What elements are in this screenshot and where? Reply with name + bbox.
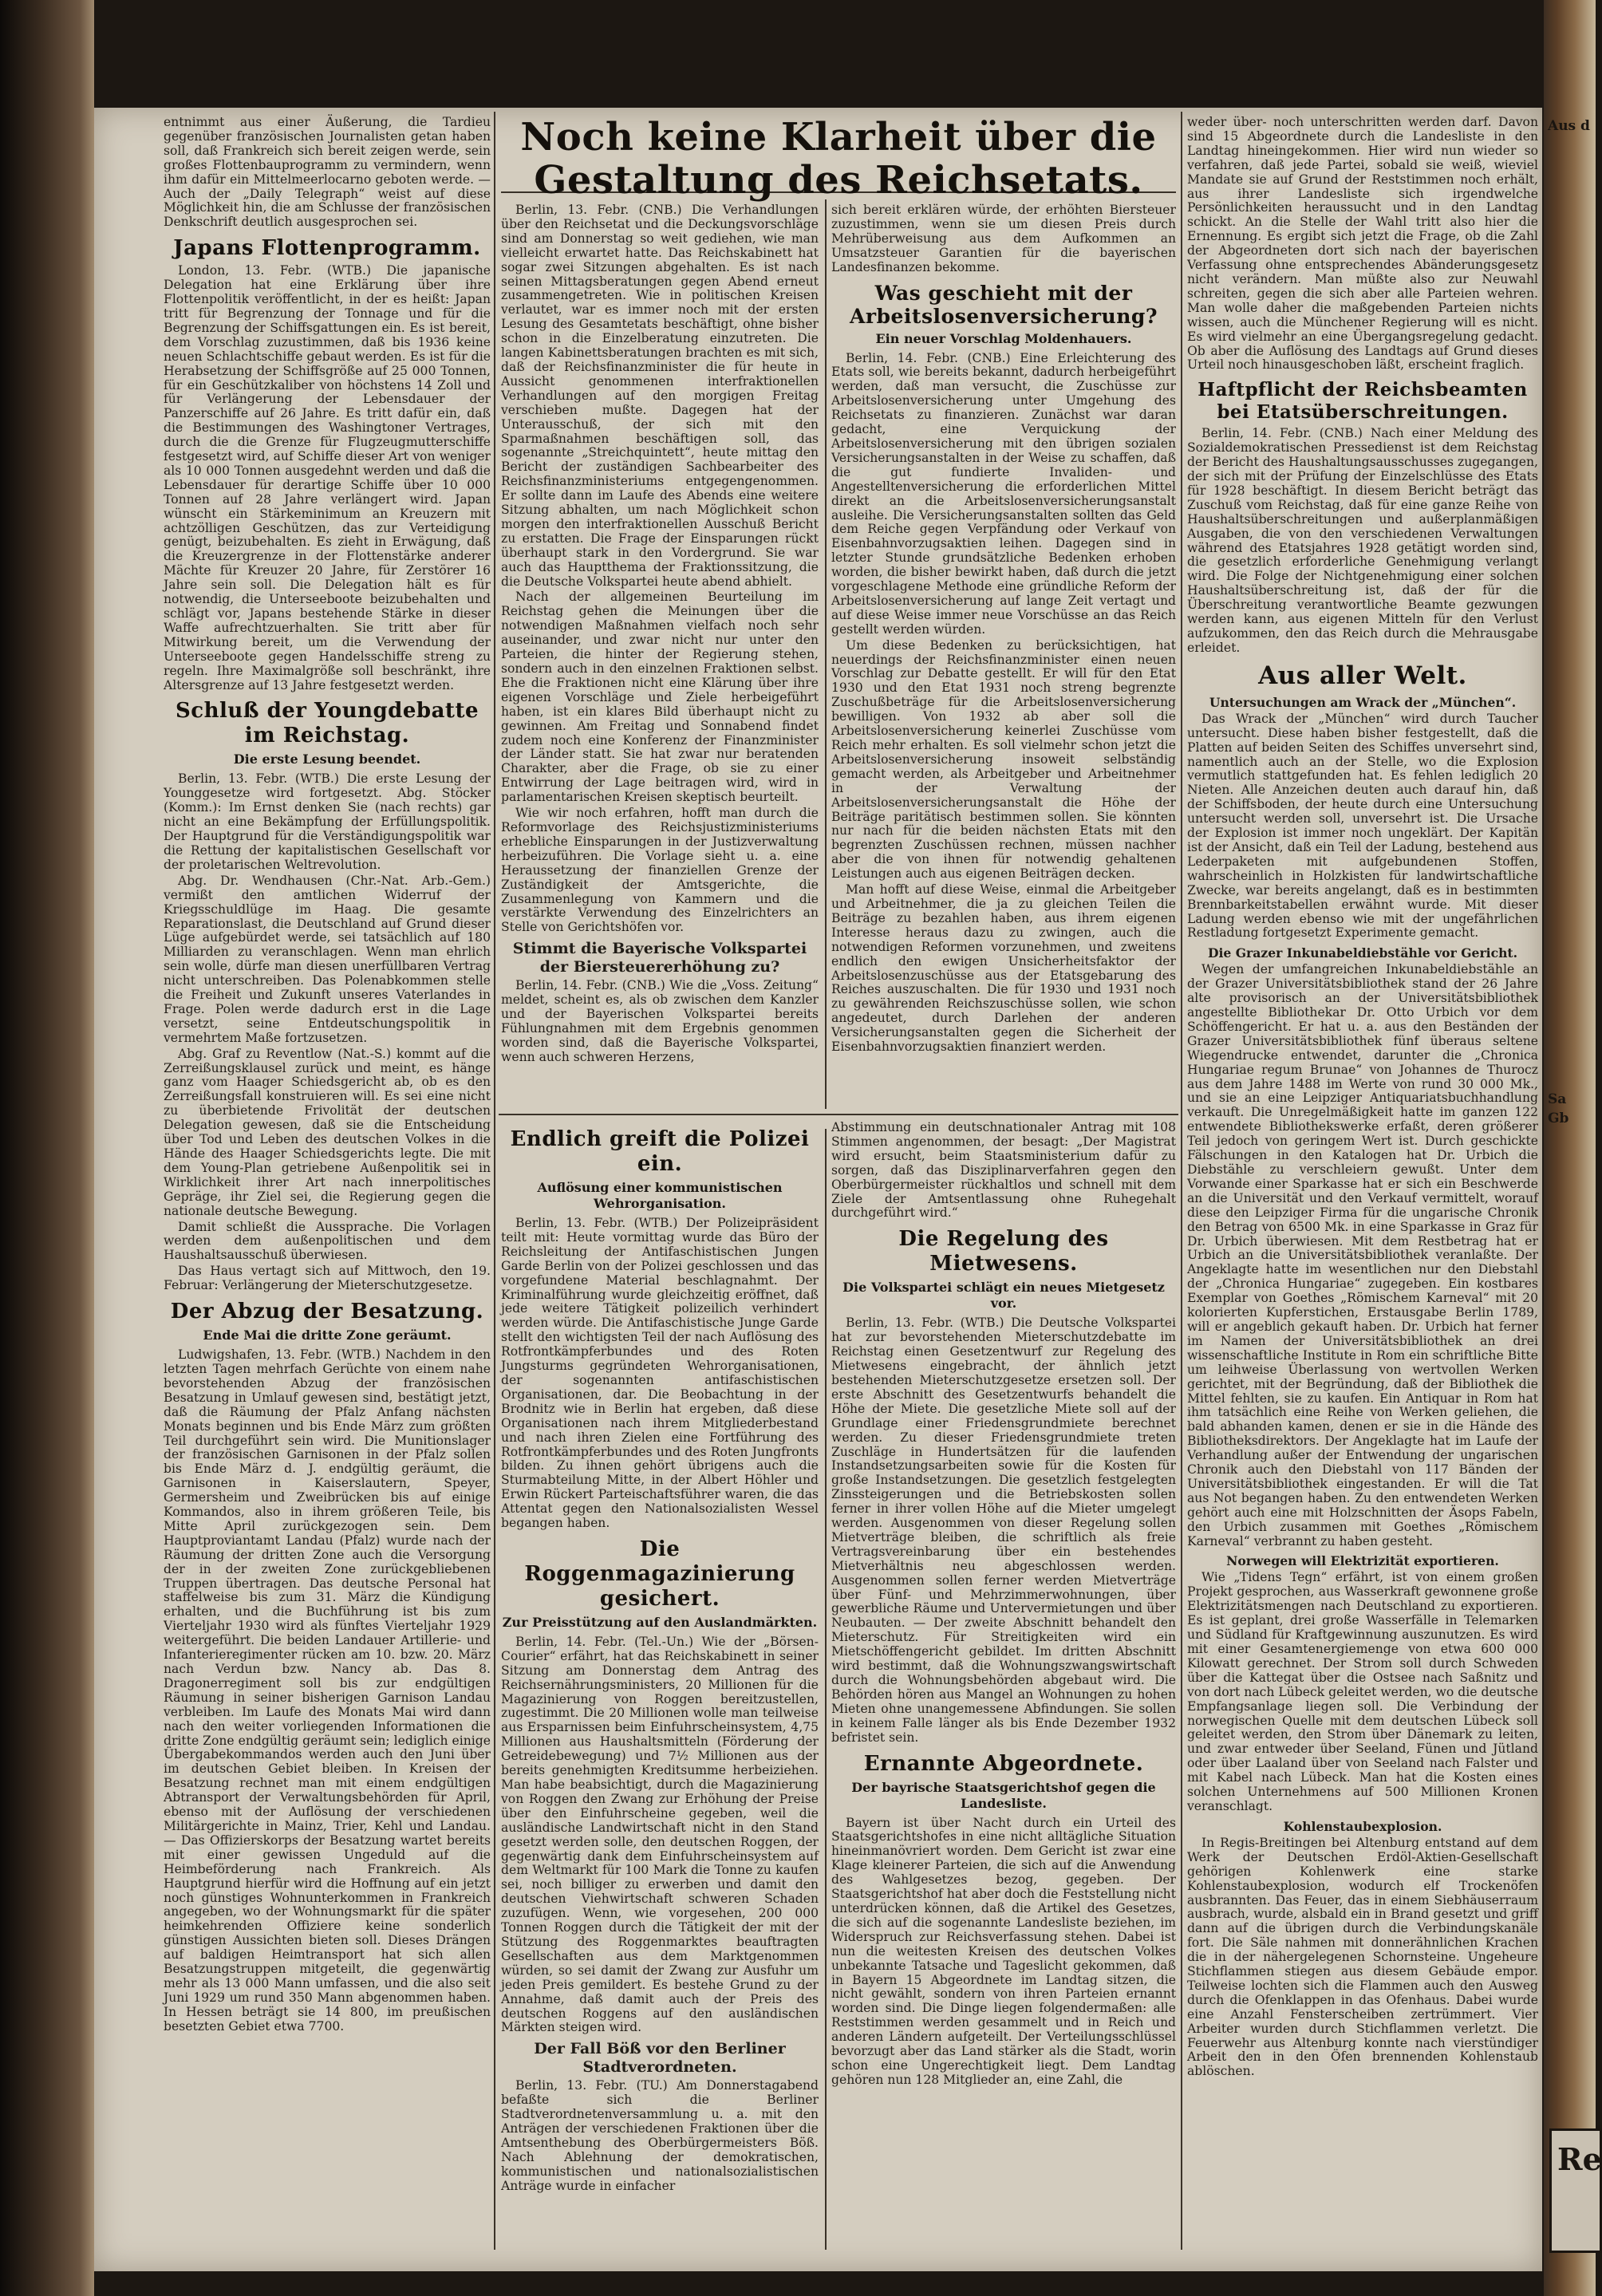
occupation-title: Der Abzug der Besatzung. xyxy=(170,1300,484,1324)
bvp-para: Berlin, 14. Febr. (CNB.) Wie die „Voss. Zeitung“ meldet, scheint es, als ob zwischen dem Kanzler und der Bayerischen Volkspartei bereits Fühlungnahmen mit dem Ergebnis genommen worden sind, daß die Bayerische Volkspartei, wenn auch schweren Herzens, xyxy=(501,978,819,1064)
main-headline: Noch keine Klarheit über die Gestaltung des Reichsetats. xyxy=(520,115,1157,203)
occupation-subtitle: Ende Mai die dritte Zone geräumt. xyxy=(203,1327,452,1343)
haftpflicht-title: Haftpflicht der Reichsbeamten bei Etatsüberschreitungen. xyxy=(1198,379,1528,424)
abgeordnete-subtitle: Der bayrische Staatsgerichtshof gegen die Landesliste. xyxy=(851,1779,1156,1811)
haftpflicht-para: Berlin, 14. Febr. (CNB.) Nach einer Meldung des Sozialdemokratischen Pressedienst ist dem Reichstag der Bericht des Haushaltungsausschusses zugegangen, der sich mit der Prüfung der Einzelschlüsse des Etats für 1928 beschäftigt. In diesem Bericht beträgt das Zuschuß vom Reichstag, daß für eine ganze Reihe von Haushaltsüberschreitungen und außerplanmäßigen Ausgaben, die von den verschiedenen Verwaltungen während des Etatsjahres 1928 getätigt worden sind, die gesetzlich erforderliche Genehmigung verlangt wird. Die Folge der Nichtgenehmigung einer solchen Haushaltsüberschreitung ist, daß der für die Überschreitung verantwortliche Beamte gezwungen werden kann, aus eigenen Mitteln für den Verlust aufzukommen, den das Reich durch die Mehrausgabe erleidet. xyxy=(1187,426,1538,655)
young-debate-subtitle: Die erste Lesung beendet. xyxy=(233,752,421,767)
arbeitslosen-para-2: Um diese Bedenken zu berücksichtigen, hat neuerdings der Reichsfinanzminister einen neuen Vorschlag zur Debatte gestellt. Er will für den Etat 1930 und den Etat 1931 noch streng begrenzte Zuschußbeträge für die Arbeitslosenversicherung bewilligen. Von 1932 ab aber soll die Arbeitslosenversicherung keinerlei Zuschüsse vom Reich mehr erhalten. Es soll vielmehr schon jetzt die Arbeitslosenversicherung insoweit selbständig gemacht werden, als Arbeitgeber und Arbeitnehmer in der Verwaltung der Arbeitslosenversicherungsanstalt die Höhe der Beiträge paritätisch bestimmen sollen. Sie könnten nur nach für die beiden nächsten Etats mit den begrenzten Zuschüssen rechnen, müssen nachher aber die von ihnen für notwendig gehaltenen Leistungen auch aus eigenen Beiträgen decken. xyxy=(831,637,1176,882)
miet-title: Die Regelung des Mietwesens. xyxy=(898,1227,1109,1276)
abgeordnete-title: Ernannte Abgeordnete. xyxy=(863,1751,1144,1776)
grazer-para: Wegen der umfangreichen Inkunabeldiebstähle an der Grazer Universitätsbibliothek stand der 26 Jahre alte provisorisch an der Universitätsbibliothek angestellte Bibliothekar Dr. Otto Urbich vor dem Schöffengericht. Er hat u. a. aus den Beständen der Grazer Universitätsbibliothek fünf überaus seltene Wiegendrucke entwendet, darunter die „Chronica Hungariae regum Brunae“ von Johannes de Thurocz aus dem Jahre 1488 im Werte von rund 30 000 Mk., und sie an eine Leipziger Antiquariatsbuchhandlung verkauft. Die Unregelmäßigkeit hatte im ganzen 122 entwendete Bibliothekswerke erfaßt, deren größerer Teil jedoch von geringem Wert ist. Durch geschickte Fälschungen in den Katalogen hat Dr. Urbich die Diebstähle zu verschleiern gewußt. Unter dem Vorwande einer Sparkasse hat er sich ein Beschwerde an die Universität und den Verkauf vermittelt, worauf diese den Leipziger Firma für die ungarische Chronik den Betrag von 6500 Mk. in eine Sparkasse in Graz für Dr. Urbich überwiesen. Mit dem Restbetrag hat er Urbich an die Universitätsbibliothek veranlaßte. Der Angeklagte hatte im wesentlichen nur den Diebstahl der „Chronica Hungariae“ zugegeben. Ein kostbares Exemplar von Goethes „Römischem Karneval“ mit 20 kolorierten Kupferstichen, Erstausgabe Berlin 1789, will er angeblich gekauft haben. Dr. Urbich hat ferner im Namen der Universitätsbibliothek an drei wissenschaftliche Institute in Rom ein schriftliche Bitte um leihweise Überlassung von wertvollen Werken gerichtet, mit der Begründung, daß der Bibliothek die Mittel fehlten, sie zu kaufen. Ein Antiquar in Rom hat ihm tatsächlich eine Reihe von Werken geliehen, die bald abhanden kamen, denen er sie in die Hände des Bibliotheksdirektors. Der Angeklagte hat im Laufe der Verhandlung außer der Entwendung der ungarischen Chronik auch den Diebstahl von 117 Bänden der Universitätsbibliothek eingestanden. Er will die Tat aus Not begangen haben. Zu den entwendeten Werken gehört auch eine mit Holzschnitten der Äsops Fabeln, den Urbich zusammen mit Goethes „Römischem Karneval“ verbrannt zu haben gesteht. xyxy=(1187,962,1538,1548)
kohlenstaub-subtitle: Kohlenstaubexplosion. xyxy=(1283,1818,1442,1834)
occupation-para: Ludwigshafen, 13. Febr. (WTB.) Nachdem in den letzten Tagen mehrfach Gerüchte von einem nahe bevorstehenden Abzug der französischen Besatzung in Umlauf gewesen sind, bestätigt jetzt, daß die Räumung der Pfalz Anfang nächsten Monats beginnen und bis Ende März zum größten Teil durchgeführt sein wird. Die Munitionslager der französischen Garnisonen in der Pfalz sollen bis Ende März d. J. endgültig geräumt, die Garnisonen in Kaiserslautern, Speyer, Germersheim und Zweibrücken bis auf einige Kommandos, also in ihrem größeren Teile, bis Mitte April zurückgezogen sein. Dem Hauptproviantamt Landau (Pfalz) wurde nach der Räumung der dritten Zone auch die Versorgung der in der zweiten Zone zurückgebliebenen Truppen übertragen. Das deutsche Personal hat staffelweise bis zum 31. März die Kündigung erhalten, und die Buchführung ist bis zum Vierteljahr 1930 wird als fünftes Vierteljahr 1929 weitergeführt. Die beiden Landauer Artillerie- und Infanterieregimenter rücken am 10. bzw. 20. März nach Verdun bzw. Nancy ab. Das 8. Dragonerregiment soll bis zur endgültigen Räumung in seiner bisherigen Garnison Landau verbleiben. Im Laufe des Monats Mai wird dann nach den weiter vorliegenden Informationen die dritte Zone endgültig geräumt sein; lediglich einige Übergabekommandos werden auch den Juni über im deutschen Gebiet bleiben. In Kreisen der Besatzung rechnet man mit einem endgültigen Abtransport der Verwaltungsbehörden für April, ebenso mit der Auflösung der verschiedenen Militärgerichte in Mainz, Trier, Kehl und Landau. — Das Offizierskorps der Besatzung wartet bereits mit einer gewissen Ungeduld auf die Heimbeförderung nach Frankreich. Als Hauptgrund hierfür wird die Hoffnung auf ein jetzt noch günstiges Wohnunterkommen in Frankreich angegeben, wo der Wohnungsmarkt für die später heimkehrenden Offiziere keine sonderlich günstigen Aussichten bieten soll. Dieses Drängen auf baldigen Heimtransport hat sich allen Besatzungstruppen mitgeteilt, die gegenwärtig mehr als 13 000 Mann umfassen, und die also seit Juni 1929 um rund 350 Mann abgenommen haben. In Hessen beträgt sie 14 800, im preußischen besetzten Gebiet etwa 7700. xyxy=(164,1347,491,2034)
norwegen-subtitle: Norwegen will Elektrizität exportieren. xyxy=(1226,1553,1499,1569)
polizei-title: Endlich greift die Polizei ein. xyxy=(510,1127,810,1176)
abgeordnete-continuation: weder über- noch unterschritten werden darf. Davon sind 15 Abgeordnete durch die Landesliste in den Landtag hineingekommen. Hier wird nun wieder so verfahren, daß jede Partei, sobald sie weiß, wieviel Mandate sie auf Grund der Reststimmen noch erhält, aus ihrer Landesliste sich irgendwelche Persönlichkeiten heraussucht und in den Landtag schickt. An die Stelle der Wahl tritt also hier die Ernennung. Es ergibt sich jetzt die Frage, ob die Zahl der Abgeordneten dort sich nach der bayerischen Verfassung ohne entsprechendes Abänderungsgesetz nicht verändern. Man müßte also zur Neuwahl schreiten, gegen die sich aber alle Parteien wehren. Man wolle daher die maßgebenden Parteien nichts wissen, auch die Münchener Regierung will es nicht. Es wird vielmehr an eine Übergangsregelung gedacht. Ob aber die Auflösung des Landtags auf Grund dieses Urteil noch hinausgeschoben läßt, erscheint fraglich. xyxy=(1187,115,1538,373)
japan-fleet-title: Japans Flottenprogramm. xyxy=(173,236,481,261)
etat-para-3: Wie wir noch erfahren, hofft man durch die Reformvorlage des Reichsjustizministeriums erhebliche Einsparungen in der Justizverwaltung herbeizuführen. Die Vorlage sieht u. a. eine Heraussetzung der finanziellen Grenze der Zuständigkeit der Amtsgerichte, die Zusammenlegung von Kammern und die verstärkte Verwendung des Einzelrichters an Stelle von Gerichtshöfen vor. xyxy=(501,806,819,935)
roggen-para: Berlin, 14. Febr. (Tel.-Un.) Wie der „Börsen-Courier“ erfährt, hat das Reichskabinett in seiner Sitzung am Donnerstag dem Antrag des Reichsernährungsministers, 20 Millionen für die Magazinierung von Roggen bereitzustellen, zugestimmt. Die 20 Millionen wolle man teilweise aus Ersparnissen beim Einfuhrscheinsystem, 4,75 Millionen aus Haushaltsmitteln (Förderung der Getreidebewegung) und 7½ Millionen aus der bereits genehmigten Kreditsumme herbeiziehen. Man habe beabsichtigt, durch die Magazinierung von Roggen den Zwang zur Erhöhung der Preise über den Einfuhrscheine gegeben, weil die ausländische Landwirtschaft nicht in den Stand gesetzt werden solle, den deutschen Roggen, der gegenwärtig dank dem Einfuhrscheinsystem auf dem Weltmarkt für 100 Mark die Tonne zu kaufen sei, noch billiger zu erwerben und damit den deutschen Viehwirtschaft schweren Schaden zuzufügen. Wenn, wie vorgesehen, 200 000 Tonnen Roggen durch die Tätigkeit der mit der Stützung des Roggenmarktes beauftragten Gesellschaften aus dem Marktgenommen würden, so sei damit der Zwang zur Ausfuhr um jeden Preis gemildert. Es bestehe Grund zu der Annahme, daß damit auch der Preis des deutschen Roggens auf den ausländischen Märkten steigen wird. xyxy=(501,1634,819,2035)
column-rule-2a xyxy=(825,199,827,1109)
column-3-top xyxy=(831,203,1176,1109)
boess-continuation: Abstimmung ein deutschnationaler Antrag mit 108 Stimmen angenommen, der besagt: „Der Magistrat wird ersucht, beim Staatsministerium dafür zu sorgen, daß das Disziplinarverfahren gegen den Oberbürgermeister rückhaltlos und schnell mit dem Ziele der Amtsentlassung ohne Ruhegehalt durchgeführt wird.“ xyxy=(831,1120,1176,1221)
young-debate-para-5: Das Haus vertagt sich auf Mittwoch, den 19. Februar: Verlängerung der Mieterschutzgesetze. xyxy=(164,1264,491,1293)
boess-title: Der Fall Böß vor den Berliner Stadtverordneten. xyxy=(534,2040,786,2077)
grazer-subtitle: Die Grazer Inkunabeldiebstähle vor Gericht. xyxy=(1207,945,1518,961)
young-debate-title: Schluß der Youngdebatte im Reichstag. xyxy=(175,699,479,748)
norwegen-para: Wie „Tidens Tegn“ erfährt, ist von einem großen Projekt gesprochen, aus Wasserkraft gewonnene große Elektrizitätsmengen nach Deutschland zu exportieren. Es ist geplant, drei große Wasserfälle in Telemarken und Südland für Kraftgewinnung auszunutzen. Es wird mit einer Gesamtenergiemenge von etwa 600 000 Kilowatt gerechnet. Der Strom soll durch Schweden über die Kattegat über die Ostsee nach Saßnitz und von dort nach Lübeck geleitet werden, wo die deutsche Empfangsanlage liegen soll. Die Verbindung der norwegischen Quelle mit dem deutschen Lübeck soll geleitet werden, den Strom über Dänemark zu leiten, und zwar entweder über Seeland, Fünen und Jütland oder über Laaland über von Seeland nach Falster und mit Kabel nach Lübeck. Man hat die Kosten eines solchen Unternehmens auf 500 Millionen Kronen veranschlagt. xyxy=(1187,1570,1538,1813)
arbeitslosen-title: Was geschieht mit der Arbeitslosenversicherung? xyxy=(849,281,1158,328)
etat-para-1: Berlin, 13. Febr. (CNB.) Die Verhandlungen über den Reichsetat und die Deckungsvorschläge sind am Donnerstag so weit gediehen, wie man vielleicht erwartet hatte. Das Reichskabinett hat sogar zwei Sitzungen abgehalten. Es ist nach seinen Mittagsberatungen gegen Abend erneut zusammengetreten. Wie in politischen Kreisen verlautet, war es immer noch mit der ersten Lesung des Gesamtetats beschäftigt, ohne bisher schon in die Einzelberatung einzutreten. Die langen Kabinettsberatungen brachten es mit sich, daß der Reichsfinanzminister die für heute in Aussicht genommenen interfraktionellen Verhandlungen auf den morgigen Freitag verschieben mußte. Dagegen hat der Unterausschuß, der sich mit den Sparmaßnahmen beschäftigen soll, das sogenannte „Streichquintett“, heute mittag den Bericht der zuständigen Sachbearbeiter des Reichsfinanzministeriums entgegengenommen. Er sollte dann im Laufe des Abends eine weitere Sitzung abhalten, um nach Möglichkeit schon morgen den interfraktionellen Ausschuß Bericht zu erstatten. Die Frage der Einsparungen rückt überhaupt stark in den Vordergrund. Sie war auch das Hauptthema der Fraktionssitzung, die die Deutsche Volkspartei heute abend abhielt. xyxy=(501,203,819,589)
edge-stamp-text: Re xyxy=(1557,2141,1602,2177)
etat-para-2: Nach der allgemeinen Beurteilung im Reichstag gehen die Meinungen über die notwendigen Maßnahmen vielfach noch sehr auseinander, und zwar nicht nur unter den Parteien, die hinter der Regierung stehen, sondern auch in den einzelnen Fraktionen selbst. Ehe die Fraktionen nicht eine Klärung über ihre eigenen Vorschläge und Ziele herbeigeführt haben, ist ein klares Bild überhaupt nicht zu gewinnen. Am Freitag und Sonnabend findet zudem noch eine Konferenz der Finanzminister der Länder statt. Sie hat zwar nur beratenden Charakter, aber die Frage, ob sie zu einer Entwirrung der Lage beitragen wird, wird in parlamentarischen Kreisen skeptisch beurteilt. xyxy=(501,590,819,805)
bvp-continuation: sich bereit erklären würde, der erhöhten Biersteuer zuzustimmen, wenn sie um diesen Preis durch Mehrüberweisung aus dem Aufkommen an Umsatzsteuer Garantien für die bayerischen Landesfinanzen bekomme. xyxy=(831,203,1176,274)
wrack-subtitle: Untersuchungen am Wrack der „München“. xyxy=(1209,694,1517,710)
roggen-subtitle: Zur Preisstützung auf den Auslandmärkten. xyxy=(502,1614,818,1630)
edge-fragment-3: Gb xyxy=(1548,1111,1569,1126)
column-rule-3 xyxy=(1181,112,1182,2250)
miet-para: Berlin, 13. Febr. (WTB.) Die Deutsche Volkspartei hat zur bevorstehenden Mieterschutzdebatte im Reichstag einen Gesetzentwurf zur Regelung des Mietwesens eingebracht, der ähnlich jetzt bestehenden Mieterschutzgesetze ersetzen soll. Der erste Abschnitt des Gesetzentwurfs behandelt die Höhe der Miete. Die gesetzliche Miete soll auf der Grundlage einer Friedensgrundmiete berechnet werden. Zu dieser Friedensgrundmiete treten Zuschläge in Hundertsätzen für die laufenden Instandsetzungsarbeiten sowie für die Kosten für große Instandsetzungen. Die gesetzlich festgelegten Zinssteigerungen und die Betriebskosten sollen ferner in ihrer vollen Höhe auf die Mieter umgelegt werden. Ausgenommen von dieser Regelung sollen Mietverträge bleiben, die schriftlich als freie Vertragsvereinbarung über ein bestehendes Mietverhältnis neu abgeschlossen werden. Ausgenommen sollen ferner werden Mietverträge über Fünf- und Mehrzimmerwohnungen, über gewerbliche Räume und Untervermietungen und über Neubauten. — Der zweite Abschnitt behandelt den Mieterschutz. Für Streitigkeiten wird ein Mietschöffengericht gebildet. Im dritten Abschnitt wird bestimmt, daß die Wohnungszwangswirtschaft durch die Wohnungsbehörden abgebaut wird. Die Behörden hören aus Mangel an Wohnungen zu hohen Mieten ohne unangemessene Abfindungen. Sie sollen in keinem Falle länger als bis Ende Dezember 1932 befristet sein. xyxy=(831,1316,1176,1745)
polizei-para: Berlin, 13. Febr. (WTB.) Der Polizeipräsident teilt mit: Heute vormittag wurde das Büro der Reichsleitung der Antifaschistischen Jungen Garde Berlin von der Polizei geschlossen und das vorgefundene Material beschlagnahmt. Der Kriminalführung wurde gleichzeitig eröffnet, daß jede weitere Tätigkeit polizeilich verhindert werden würde. Die Antifaschistische Junge Garde stellt den wichtigsten Teil der nach Auflösung des Rotfrontkämpferbundes und des Roten Jungsturms gegründeten Wehrorganisationen, der sogenannten antifaschistischen Organisationen, dar. Die Beobachtung in der Brodnitz wie in Berlin hat ergeben, daß diese Organisationen nach ihrem Mitgliederbestand und nach ihren Zielen eine Fortführung des Rotfrontkämpferbundes und des Roten Jungfronts bilden. Zu ihnen gehört übrigens auch die Sturmabteilung Mitte, in der Albert Höhler und Erwin Rückert Parteischaftsführer waren, die das Attentat gegen den Nationalsozialisten Wessel begangen haben. xyxy=(501,1216,819,1531)
column-rule-1 xyxy=(494,112,495,2250)
arbeitslosen-para-3: Man hofft auf diese Weise, einmal die Arbeitgeber und Arbeitnehmer, die ja zu gleichen Teilen die Beiträge zu bezahlen haben, aus ihrem eigenen Interesse heraus dazu zu zwingen, auch die notwendigen Reformen vorzunehmen, und zweitens endlich den ewigen Unsicherheitsfaktor der Arbeitslosenzuschüsse aus der Etatsgebarung des Reiches auszuschalten. Die für 1930 und 1931 noch zu gewährenden Reichszuschüsse sollen, wie schon angedeutet, durch Darlehen der anderen Versicherungsanstalten gegen die Sicherheit der Eisenbahnvorzugsaktien finanziert werden. xyxy=(831,882,1176,1055)
edge-fragment-2: Sa xyxy=(1548,1091,1567,1107)
young-debate-para-4: Damit schließt die Aussprache. Die Vorlagen werden dem außenpolitischen und dem Haushaltsausschuß überwiesen. xyxy=(164,1219,491,1263)
wrack-para: Das Wrack der „München“ wird durch Taucher untersucht. Diese haben bisher festgestellt, daß die Platten auf beiden Seiten des Schiffes unversehrt sind, namentlich auch an der Stelle, wo die Explosion vermutlich stattgefunden hat. Es fehlen lediglich 20 Nieten. Alle Anzeichen deuten auch darauf hin, daß der Schiffsboden, der heute durch eine Untersuchung untersucht werden soll, unversehrt ist. Die Ursache der Explosion ist immer noch ungeklärt. Der Kapitän ist der Ansicht, daß ein Teil der Ladung, bestehend aus Lederpaketen mit aufgebundenen Stoffen, wahrscheinlich in Holzkisten für landwirtschaftliche Zwecke, war bereits angelangt, daß es in bestimmten Brennbarkeitstabellen erwähnt wurde. Mit dieser Ladung werden ebenso wie mit der ungefährlichen Restladung fortgesetzt Experimente gemacht. xyxy=(1187,711,1538,941)
young-debate-para-3: Abg. Graf zu Reventlow (Nat.-S.) kommt auf die Zerreißungsklausel zurück und meint, es hänge ganz vom Haager Schiedsgericht ab, ob es den Zerreißungsfall konstruieren will. Es sei eine nicht zu überbietende Frivolität der deutschen Delegation gewesen, daß sie die Entscheidung über Tod und Leben des deutschen Volkes in die Hände des Haager Schiedsgerichts legte. Die mit dem Young-Plan getriebene Außenpolitik sei in Wirklichkeit ihrer Art nach innerpolitisches Gepräge, ihr Ziel sei, die Regierung gegen die nationale deutsche Bewegung. xyxy=(164,1046,491,1218)
abgeordnete-para: Bayern ist über Nacht durch ein Urteil des Staatsgerichtshofes in eine nicht alltägliche Situation hineinmanövriert worden. Dem Gericht ist zwar eine Klage kleinerer Parteien, die sich auf die Anwendung des Wahlgesetzes bezog, gegeben. Der Staatsgerichtshof hat aber doch die Feststellung nicht unterdrücken können, daß die Artikel des Gesetzes, die sich auf die sogenannte Landesliste beziehen, im Widerspruch zur Reichsverfassung stehen. Dabei ist nun die weitesten Kreisen des deutschen Volkes unbekannte Tatsache und Tageslicht gekommen, daß in Bayern 15 Abgeordnete im Landtag sitzen, die nicht gewählt, sondern von ihren Parteien ernannt worden sind. Die Dinge liegen folgendermaßen: alle Reststimmen werden gesammelt und in Reich und anderen Ländern aufgeteilt. Der Verteilungsschlüssel bevorzugt aber das Land stärker als die Stadt, worin schon eine Ungerechtigkeit liegt. Dem Landtag gehören nun 128 Mitglieder an, eine Zahl, die xyxy=(831,1815,1176,2087)
edge-fragment-1: Aus d xyxy=(1548,118,1590,134)
column-2-top xyxy=(501,203,819,1109)
miet-subtitle: Die Volkspartei schlägt ein neues Mietgesetz vor. xyxy=(842,1280,1165,1312)
next-page-edge xyxy=(1544,0,1596,2296)
section-rule-midpage xyxy=(499,1114,1178,1115)
book-spine xyxy=(0,0,94,2296)
arbeitslosen-subtitle: Ein neuer Vorschlag Moldenhauers. xyxy=(875,330,1132,346)
boess-para: Berlin, 13. Febr. (TU.) Am Donnerstagabend befaßte sich die Berliner Stadtverordnetenversammlung u. a. mit den Anträgen der verschiedenen Fraktionen über die Amtsenthebung des Oberbürgermeisters Böß. Nach Ablehnung der demokratischen, kommunistischen und nationalsozialistischen Anträge wurde in einfacher xyxy=(501,2078,819,2193)
col1-opening: entnimmt aus einer Äußerung, die Tardieu gegenüber französischen Journalisten getan haben soll, daß Frankreich sich bereit zeigen werde, sein großes Flottenbauprogramm zu vermindern, wenn ihm dafür ein Mittelmeerlocarno geboten werde. — Auch der „Daily Telegraph“ weist auf diese Möglichkeit hin, die am Schlusse der französischen Denkschrift deutlich ausgesprochen sei. xyxy=(164,115,491,230)
column-2-bottom xyxy=(501,1121,819,2254)
aus-aller-welt-title: Aus aller Welt. xyxy=(1258,661,1467,690)
polizei-subtitle: Auflösung einer kommunistischen Wehrorganisation. xyxy=(537,1180,783,1211)
bvp-title: Stimmt die Bayerische Volkspartei der Biersteuererhöhung zu? xyxy=(512,940,807,976)
main-headline-area xyxy=(501,116,1176,203)
arbeitslosen-para-1: Berlin, 14. Febr. (CNB.) Eine Erleichterung des Etats soll, wie bereits bekannt, dadurch herbeigeführt werden, daß man versucht, die Zuschüsse zur Arbeitslosenversicherung unter Umgehung des Reichsetats zu finanzieren. Zunächst war daran gedacht, eine Verquickung der Arbeitslosenversicherung mit den übrigen sozialen Versicherungsanstalten in der Weise zu schaffen, daß die gut fundierte Invaliden- und Angestelltenversicherung die erforderlichen Mittel direkt an die Arbeitslosenversicherungsanstalt ausleihe. Die Versicherungsanstalten sollten das Geld dem Reiche gegen Verpfändung oder Verkauf von Eisenbahnvorzugsaktien leihen. Dagegen sind in letzter Stunde grundsätzliche Bedenken erhoben worden, die bisher bewirkt haben, daß durch die jetzt vorgeschlagene Methode eine gründliche Reform der Arbeitslosenversicherung auf lange Zeit vertagt und auf diese Weise immer neue Vorschüsse an das Reich gestellt werden würden. xyxy=(831,350,1176,637)
japan-fleet-para: London, 13. Febr. (WTB.) Die japanische Delegation hat eine Erklärung über ihre Flottenpolitik veröffentlicht, in der es heißt: Japan tritt für Begrenzung der Tonnage und für die Begrenzung der Schiffsgattungen ein. Es ist bereit, dem Vorschlag zuzustimmen, daß bis 1936 keine neuen Schlachtschiffe gebaut werden. Es ist für die Herabsetzung der Schiffsgröße auf 25 000 Tonnen, für ein Geschützkaliber von höchstens 14 Zoll und für Verlängerung der Lebensdauer der Panzerschiffe auf 26 Jahre. Es tritt dafür ein, daß die Bestimmungen des Washingtoner Vertrages, durch die die Grenze für Flugzeugmutterschiffe festgesetzt wird, auf Schiffe dieser Art von weniger als 10 000 Tonnen ausgedehnt werden und daß die Lebensdauer für derartige Schiffe über 10 000 Tonnen auf 28 Jahre verlängert wird. Japan wünscht ein Stärkeminimum an Kreuzern mit achtzölligen Geschützen, das zur Verteidigung genügt, beizubehalten. Es zieht in Erwägung, daß die Kreuzergrenze in der Flottenstärke anderer Mächte für Kreuzer 20 Jahre, für Zerstörer 16 Jahre sein soll. Die Delegation hält es für notwendig, die Unterseeboote beizubehalten und schlägt vor, Japans bestehende Stärke in dieser Waffe aufrechtzuerhalten. Sie tritt aber für Mitwirkung bereit, um die Verwendung der Unterseeboote gegen Handelsschiffe streng zu regeln. Ihre Maximalgröße soll beschränkt, ihre Altersgrenze auf 13 Jahre festgesetzt werden. xyxy=(164,263,491,692)
column-4 xyxy=(1187,116,1538,2254)
column-rule-2b xyxy=(825,1129,827,2250)
young-debate-para-1: Berlin, 13. Febr. (WTB.) Die erste Lesung der Younggesetze wird fortgesetzt. Abg. Stöcker (Komm.): Im Ernst denken Sie (nach rechts) gar nicht an eine Bekämpfung der Erfüllungspolitik. Der Hauptgrund für die Verständigungspolitik war die Rettung der kapitalistischen Gesellschaft vor der proletarischen Weltrevolution. xyxy=(164,771,491,872)
young-debate-para-2: Abg. Dr. Wendhausen (Chr.-Nat. Arb.-Gem.) vermißt den amtlichen Widerruf der Kriegsschuldlüge im Haag. Die gesamte Reparationslast, die Deutschland auf Grund dieser Lüge aufgebürdet werde, sei tatsächlich auf 180 Milliarden zu veranschlagen. Wenn man ehrlich sein wolle, dürfe man diesen unerfüllbaren Vertrag nicht unterschreiben. Das Polenabkommen stelle die Freiheit und Zukunft unseres Vaterlandes in Frage. Polen werde dadurch erst in die Lage versetzt, seine Entdeutschungspolitik in vermehrtem Maße fortzusetzen. xyxy=(164,873,491,1045)
roggen-title: Die Roggenmagazinierung gesichert. xyxy=(524,1537,795,1611)
kohlenstaub-para: In Regis-Breitingen bei Altenburg entstand auf dem Werk der Deutschen Erdöl-Aktien-Gesellschaft gehörigen Kohlenwerk eine starke Kohlenstaubexplosion, wodurch elf Trockenöfen ausbrannten. Das Feuer, das in einem Siebhäuserraum ausbrach, wurde, alsbald ein in Brand gesetzt und griff dann auf die übrigen durch die Verbindungskanäle fort. Die Säle nahmen mit donnerähnlichen Krachen die in der nähergelegenen Schornsteine. Ungeheure Stichflammen stiegen aus diesem Gebäude empor. Teilweise lochten sich die Flammen auch den Ausweg durch die Ofenklappen in das Ofenhaus. Dabei wurde eine Anzahl Fensterscheiben zertrümmert. Vier Arbeiter wurden durch Stichflammen verletzt. Die Feuerwehr aus Altenburg konnte nach vierstündiger Arbeit den in den Öfen brennenden Kohlenstaub ablöschen. xyxy=(1187,1835,1538,2079)
column-1 xyxy=(164,116,491,2254)
column-3-bottom xyxy=(831,1121,1176,2254)
